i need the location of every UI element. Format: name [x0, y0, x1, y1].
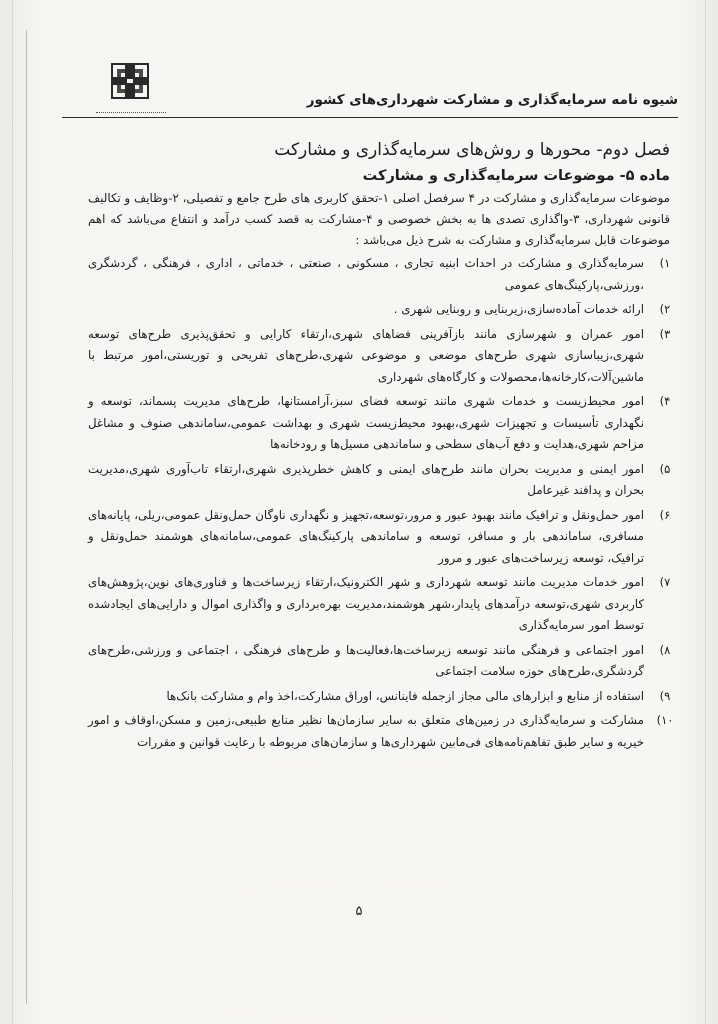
item-number: ۱) [659, 256, 671, 270]
item-text: ارائه خدمات آماده‌سازی،زیربنایی و روبنایی شهری . [393, 302, 644, 316]
article-title: ماده ۵- موضوعات سرمایه‌گذاری و مشارکت [362, 168, 670, 184]
logo-caption [96, 104, 166, 113]
list-item [88, 459, 670, 502]
page-header [62, 62, 678, 124]
item-number: ۱۰) [656, 713, 674, 727]
item-text: امور عمران و شهرسازی مانند بازآفرینی فضاهای شهری،ارتقاء کارایی و تحقق‌پذیری طرح‌های توسعه شهری،زیباسازی شهری طرح‌های موضعی و موضوعی شهری،طرح‌های تفریحی و توریستی،امور مرتبط با ماشین‌آلات،کارخانه‌ها،محصولات و کارگاه‌های شهرداری [88, 326, 644, 384]
scan-artifact [705, 0, 706, 1024]
margin-divider [26, 30, 27, 1004]
item-text: مشارکت و سرمایه‌گذاری در زمین‌های متعلق به سایر سازمان‌ها نظیر منابع طبیعی،زمین و مسکن،اوقاف و امور خیریه و سایر طبق تفاهم‌نامه‌های فی‌مابین شهرداری‌ها و سازمان‌های مربوطه با رعایت قوانین و مقررات [88, 713, 644, 749]
list-item [88, 572, 670, 637]
chapter-title: فصل دوم- محورها و روش‌های سرمایه‌گذاری و مشارکت [274, 140, 670, 160]
item-text: استفاده از منابع و ابزارهای مالی مجاز ازجمله فاینانس، اوراق مشارکت،اخذ وام و مشارکت بانک‌ها [166, 688, 644, 703]
page-number: ۵ [355, 904, 363, 919]
item-number: ۵) [659, 461, 671, 476]
item-number: ۹) [659, 688, 671, 703]
page-content [88, 140, 674, 756]
item-text: امور اجتماعی و فرهنگی مانند توسعه زیرساخت‌ها،فعالیت‌ها و طرح‌های فرهنگی ، اجتماعی و ورزشی،طرح‌های گردشگری،طرح‌های حوزه سلامت اجتماعی [88, 642, 644, 678]
list-item [88, 299, 670, 321]
item-number: ۲) [659, 302, 671, 316]
item-number: ۴) [659, 394, 671, 408]
item-number: ۸) [659, 642, 671, 657]
item-text: امور حمل‌ونقل و ترافیک مانند بهبود عبور و مرور،توسعه،تجهیز و نگهداری ناوگان حمل‌ونقل عمومی،ریلی، پایانه‌های مسافری، ساماندهی بار و مسافر، توسعه و ساماندهی پارکینگ‌های عمومی،سامانه‌های هوشمند حمل‌ونقل و ترافیک، توسعه زیرساخت‌های عبور و مرور [88, 507, 644, 565]
list-item [88, 640, 670, 683]
item-text: سرمایه‌گذاری و مشارکت در احداث ابنیه تجاری ، مسکونی ، صنعتی ، خدماتی ، اداری ، فرهنگی ، گردشگری ،ورزشی،پارکینگ‌های عمومی [88, 256, 644, 292]
list-item [88, 391, 670, 456]
list-item [88, 686, 670, 708]
item-number: ۷) [659, 575, 671, 589]
list-item [88, 710, 674, 753]
scan-artifact [12, 0, 13, 1024]
header-divider [62, 117, 678, 118]
item-text: امور خدمات مدیریت مانند توسعه شهرداری و شهر الکترونیک،ارتقاء زیرساخت‌ها و فناوری‌های نوین،پژوهش‌های کاربردی شهری،توسعه درآمدهای پایدار،شهر هوشمند،مدیریت بهره‌برداری و واگذاری اموال و دارایی‌های ایجادشده توسط امور سرمایه‌گذاری [88, 575, 644, 632]
topics-list [88, 253, 674, 753]
item-number: ۶) [659, 507, 671, 522]
item-text: امور ایمنی و مدیریت بحران مانند طرح‌های ایمنی و کاهش خطرپذیری شهری،ارتقاء تاب‌آوری شهری،مدیریت بحران و پدافند غیرعامل [88, 461, 644, 497]
item-text: امور محیط‌زیست و خدمات شهری مانند توسعه فضای سبز،آرامستانها، طرح‌های مدیریت پسماند، توسعه و نگهداری تأسیسات و تجهیزات شهری،بهبود محیط‌زیست شهری و بهداشت عمومی،ساماندهی صنوف و مشاغل مزاحم شهری،هدایت و دفع آب‌های سطحی و ساماندهی مسیل‌ها و رودخانه‌ها [88, 394, 644, 451]
header-title: شیوه نامه سرمایه‌گذاری و مشارکت شهرداری‌های کشور [306, 92, 678, 108]
item-number: ۳) [659, 326, 671, 341]
intro-paragraph: موضوعات سرمایه‌گذاری و مشارکت در ۴ سرفصل اصلی ۱-تحقق کاربری های طرح جامع و تفصیلی، ۲-وظایف و تکالیف قانونی شهرداری، ۳-واگذاری تصدی ها به بخش خصوصی و ۴-مشارکت به قصد کسب درآمد و انتفاع می‌باشد که اهم موضوعات قابل سرمایه‌گذاری و مشارکت به شرح ذیل می‌باشد : [88, 191, 671, 247]
list-item [88, 505, 670, 570]
municipality-emblem-icon [106, 62, 154, 102]
list-item [88, 324, 670, 389]
list-item [88, 253, 670, 296]
